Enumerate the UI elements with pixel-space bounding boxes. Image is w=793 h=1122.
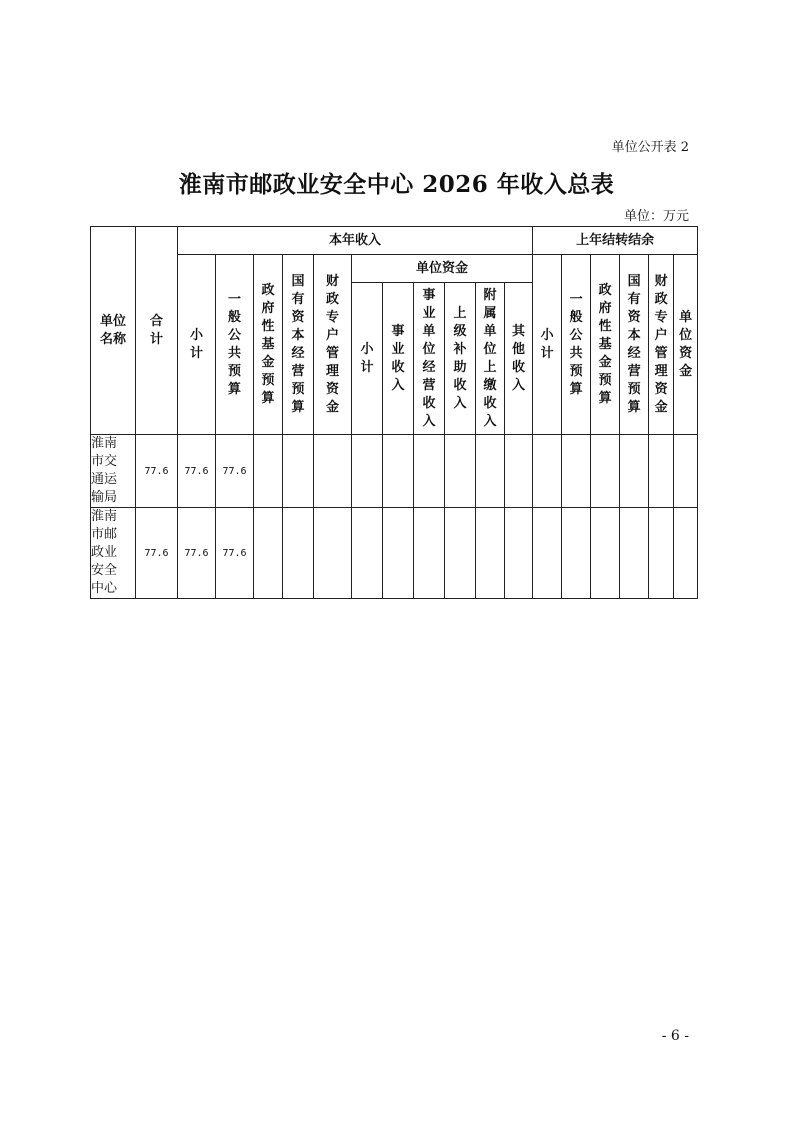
- row-cell: [620, 435, 649, 508]
- row-general-budget: 77.6: [216, 435, 254, 508]
- header-operating-income: 事业单位经营收入: [414, 283, 445, 435]
- row-cell: [383, 435, 414, 508]
- row-general-budget: 77.6: [216, 508, 254, 599]
- header-business-income: 事业收入: [383, 283, 414, 435]
- row-cell: [533, 435, 562, 508]
- row-cell: [562, 508, 591, 599]
- header-prev-subtotal: 小计: [533, 255, 562, 435]
- row-cell: [283, 435, 314, 508]
- row-cell: [445, 435, 476, 508]
- row-cell: [414, 435, 445, 508]
- row-unit-name: 淮南市交通运输局: [91, 435, 136, 508]
- row-cell: [476, 508, 505, 599]
- row-cell: [254, 435, 283, 508]
- row-cell: [414, 508, 445, 599]
- header-state-capital: 国有资本经营预算: [283, 255, 314, 435]
- header-unit-funds-subtotal: 小计: [352, 283, 383, 435]
- header-special-account: 财政专户管理资金: [314, 255, 352, 435]
- header-prev-general-budget: 一般公共预算: [562, 255, 591, 435]
- row-cell: [283, 508, 314, 599]
- row-cell: [649, 435, 674, 508]
- header-general-budget: 一般公共预算: [216, 255, 254, 435]
- row-cell: [352, 508, 383, 599]
- row-cell: [476, 435, 505, 508]
- header-gov-fund: 政府性基金预算: [254, 255, 283, 435]
- row-cell: [352, 435, 383, 508]
- header-unit-name: 单位名称: [91, 227, 136, 435]
- header-prev-state-capital: 国有资本经营预算: [620, 255, 649, 435]
- row-cell: [383, 508, 414, 599]
- header-prev-unit-funds: 单位资金: [674, 255, 698, 435]
- row-total: 77.6: [136, 508, 178, 599]
- page-title: 淮南市邮政业安全中心 2026 年收入总表: [178, 171, 615, 198]
- row-unit-name: 淮南市邮政业安全中心: [91, 508, 136, 599]
- row-cell: [445, 508, 476, 599]
- header-subsidy-income: 上级补助收入: [445, 283, 476, 435]
- row-cell: [649, 508, 674, 599]
- row-cell: [562, 435, 591, 508]
- row-cell: [505, 508, 533, 599]
- table-row: [91, 435, 698, 508]
- header-prev-year: 上年结转结余: [533, 227, 698, 255]
- unit-label: 单位：万元: [623, 209, 689, 224]
- row-cell: [674, 508, 698, 599]
- page-number: - 6 -: [661, 1028, 689, 1044]
- header-prev-gov-fund: 政府性基金预算: [591, 255, 620, 435]
- income-summary-table: [90, 226, 698, 599]
- header-current-year: 本年收入: [178, 227, 533, 255]
- row-cell: [591, 435, 620, 508]
- header-other-income: 其他收入: [505, 283, 533, 435]
- header-unit-funds: 单位资金: [352, 255, 533, 283]
- header-subtotal: 小计: [178, 255, 216, 435]
- row-subtotal: 77.6: [178, 508, 216, 599]
- row-cell: [674, 435, 698, 508]
- table-row: [91, 508, 698, 599]
- header-affiliated-income: 附属单位上缴收入: [476, 283, 505, 435]
- row-cell: [314, 508, 352, 599]
- form-number: 单位公开表 2: [611, 140, 689, 155]
- header-total: 合计: [136, 227, 178, 435]
- row-cell: [620, 508, 649, 599]
- row-subtotal: 77.6: [178, 435, 216, 508]
- row-cell: [533, 508, 562, 599]
- header-prev-special-account: 财政专户管理资金: [649, 255, 674, 435]
- row-cell: [254, 508, 283, 599]
- row-cell: [591, 508, 620, 599]
- row-total: 77.6: [136, 435, 178, 508]
- row-cell: [314, 435, 352, 508]
- row-cell: [505, 435, 533, 508]
